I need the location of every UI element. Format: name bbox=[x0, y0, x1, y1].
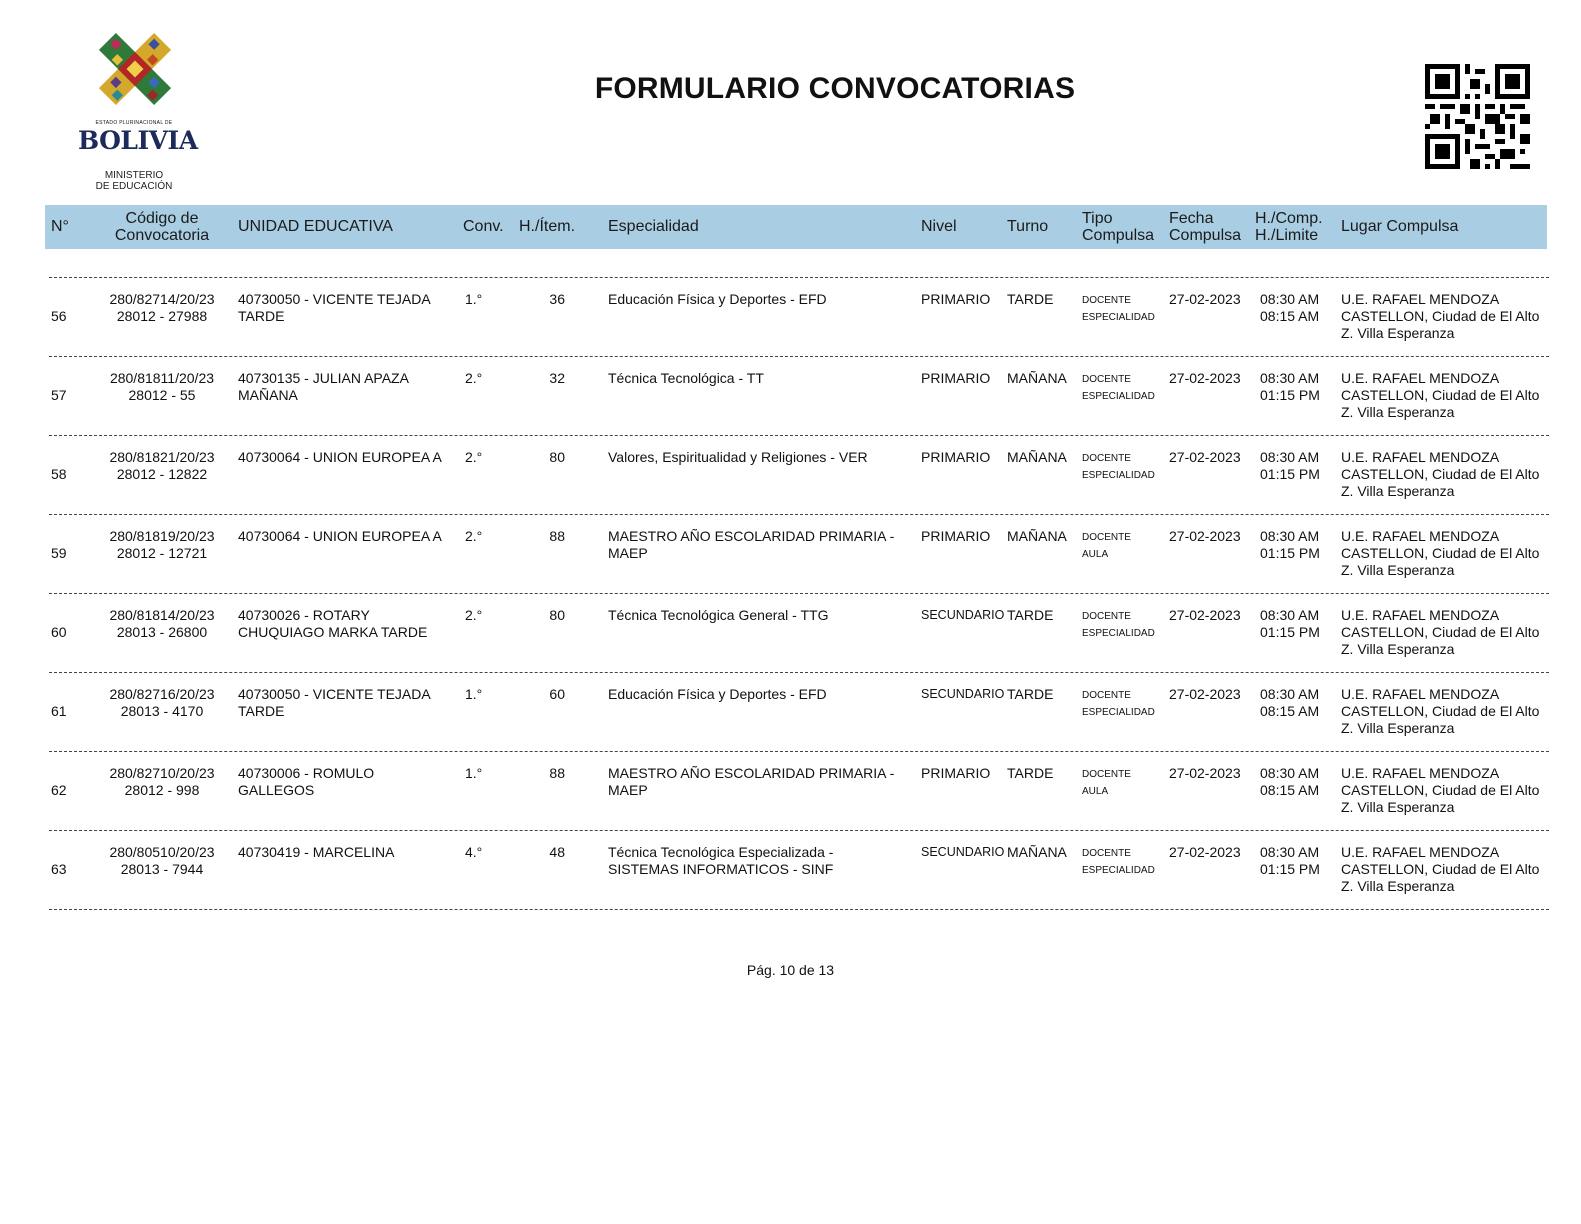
convocatoria-code bbox=[103, 528, 221, 562]
row-number: 61 bbox=[51, 703, 67, 719]
lugar-compulsa-line1: U.E. RAFAEL MENDOZA bbox=[1341, 686, 1500, 702]
convocatoria-number: 2.° bbox=[465, 370, 483, 386]
nivel: SECUNDARIO bbox=[921, 687, 1005, 701]
lugar-compulsa-line2: CASTELLON, Ciudad de El Alto bbox=[1341, 466, 1540, 482]
col-hcomp-line2: H./Limite bbox=[1255, 227, 1319, 244]
especialidad: Técnica Tecnológica Especializada - SISTEMAS INFORMATICOS - SINF bbox=[608, 844, 834, 877]
col-hcomp-line1: H./Comp. bbox=[1255, 210, 1323, 227]
row-number: 63 bbox=[51, 861, 67, 877]
tipo-compulsa-line1: DOCENTE bbox=[1082, 295, 1131, 306]
tipo-compulsa bbox=[1082, 845, 1155, 879]
convocatoria-number: 2.° bbox=[465, 528, 483, 544]
lugar-compulsa-line2: CASTELLON, Ciudad de El Alto bbox=[1341, 624, 1540, 640]
row-number: 56 bbox=[51, 308, 67, 324]
row-number: 58 bbox=[51, 466, 67, 482]
col-fecha bbox=[1169, 210, 1241, 244]
convocatoria-code-line2: 28012 - 27988 bbox=[116, 308, 208, 324]
hora-limite: 01:15 PM bbox=[1260, 624, 1320, 640]
lugar-compulsa-line1: U.E. RAFAEL MENDOZA bbox=[1341, 528, 1500, 544]
hora-limite: 01:15 PM bbox=[1260, 387, 1320, 403]
nivel: PRIMARIO bbox=[921, 291, 991, 307]
unidad-educativa: 40730135 - JULIAN APAZA MAÑANA bbox=[238, 370, 409, 403]
col-lugar: Lugar Compulsa bbox=[1341, 218, 1459, 235]
convocatoria-code bbox=[103, 844, 221, 878]
tipo-compulsa-line2: AULA bbox=[1082, 786, 1109, 797]
nivel: PRIMARIO bbox=[921, 765, 991, 781]
convocatoria-code-line2: 28013 - 4170 bbox=[120, 703, 204, 719]
horas-item: 36 bbox=[549, 291, 565, 307]
hora-compulsa bbox=[1260, 291, 1319, 325]
especialidad: MAESTRO AÑO ESCOLARIDAD PRIMARIA - MAEP bbox=[608, 528, 895, 561]
col-tipo-line1: Tipo bbox=[1082, 210, 1113, 227]
unidad-educativa: 40730050 - VICENTE TEJADA TARDE bbox=[238, 686, 430, 719]
hora-compulsa bbox=[1260, 686, 1319, 720]
convocatoria-code bbox=[103, 449, 221, 483]
tipo-compulsa bbox=[1082, 292, 1155, 326]
convocatoria-code bbox=[103, 686, 221, 720]
convocatoria-code-line2: 28013 - 7944 bbox=[120, 861, 204, 877]
row-number: 62 bbox=[51, 782, 67, 798]
unidad-educativa: 40730026 - ROTARY CHUQUIAGO MARKA TARDE bbox=[238, 607, 428, 640]
convocatoria-number: 1.° bbox=[465, 291, 483, 307]
table-row bbox=[45, 593, 1547, 672]
convocatoria-code bbox=[103, 370, 221, 404]
hora-compulsa-start: 08:30 AM bbox=[1260, 291, 1320, 307]
hora-compulsa bbox=[1260, 370, 1320, 404]
lugar-compulsa bbox=[1341, 607, 1539, 658]
lugar-compulsa-line1: U.E. RAFAEL MENDOZA bbox=[1341, 291, 1500, 307]
convocatoria-code-line2: 28012 - 55 bbox=[128, 387, 196, 403]
lugar-compulsa-line3: Z. Villa Esperanza bbox=[1341, 562, 1455, 578]
lugar-compulsa-line3: Z. Villa Esperanza bbox=[1341, 641, 1455, 657]
convocatoria-code-line1: 280/82716/20/23 bbox=[109, 686, 215, 702]
unidad-educativa: 40730006 - ROMULO GALLEGOS bbox=[238, 765, 375, 798]
logo-ministry-text bbox=[78, 170, 190, 192]
logo-ministry-line2: DE EDUCACIÓN bbox=[95, 181, 173, 192]
horas-item: 60 bbox=[549, 686, 565, 702]
lugar-compulsa-line2: CASTELLON, Ciudad de El Alto bbox=[1341, 703, 1540, 719]
tipo-compulsa bbox=[1082, 766, 1131, 800]
tipo-compulsa bbox=[1082, 608, 1155, 642]
tipo-compulsa-line1: DOCENTE bbox=[1082, 690, 1131, 701]
turno: TARDE bbox=[1007, 765, 1054, 781]
tipo-compulsa-line1: DOCENTE bbox=[1082, 611, 1131, 622]
lugar-compulsa bbox=[1341, 686, 1539, 737]
turno: TARDE bbox=[1007, 291, 1054, 307]
col-hcomp bbox=[1255, 210, 1323, 244]
col-codigo-line2: Convocatoria bbox=[114, 227, 210, 244]
convocatoria-code-line1: 280/82710/20/23 bbox=[109, 765, 215, 781]
lugar-compulsa bbox=[1341, 291, 1539, 342]
tipo-compulsa-line2: ESPECIALIDAD bbox=[1082, 470, 1155, 481]
lugar-compulsa-line3: Z. Villa Esperanza bbox=[1341, 720, 1455, 736]
lugar-compulsa bbox=[1341, 449, 1539, 500]
tipo-compulsa-line1: DOCENTE bbox=[1082, 848, 1131, 859]
tipo-compulsa-line1: DOCENTE bbox=[1082, 453, 1131, 464]
col-fecha-line1: Fecha bbox=[1169, 210, 1214, 227]
qr-code-icon bbox=[1425, 64, 1530, 169]
table-row bbox=[45, 672, 1547, 751]
convocatoria-code-line1: 280/80510/20/23 bbox=[109, 844, 215, 860]
tipo-compulsa-line2: ESPECIALIDAD bbox=[1082, 312, 1155, 323]
tipo-compulsa bbox=[1082, 371, 1155, 405]
convocatoria-number: 1.° bbox=[465, 765, 483, 781]
col-codigo bbox=[103, 210, 221, 244]
tipo-compulsa-line1: DOCENTE bbox=[1082, 374, 1131, 385]
fecha-compulsa: 27-02-2023 bbox=[1169, 370, 1241, 386]
tipo-compulsa bbox=[1082, 529, 1131, 563]
lugar-compulsa-line2: CASTELLON, Ciudad de El Alto bbox=[1341, 387, 1540, 403]
horas-item: 88 bbox=[549, 528, 565, 544]
lugar-compulsa bbox=[1341, 370, 1539, 421]
lugar-compulsa-line1: U.E. RAFAEL MENDOZA bbox=[1341, 765, 1500, 781]
col-especialidad: Especialidad bbox=[608, 218, 699, 235]
lugar-compulsa-line3: Z. Villa Esperanza bbox=[1341, 878, 1455, 894]
row-number: 59 bbox=[51, 545, 67, 561]
fecha-compulsa: 27-02-2023 bbox=[1169, 291, 1241, 307]
hora-compulsa bbox=[1260, 607, 1320, 641]
turno: TARDE bbox=[1007, 607, 1054, 623]
lugar-compulsa bbox=[1341, 765, 1539, 816]
horas-item: 80 bbox=[549, 449, 565, 465]
table-row bbox=[45, 435, 1547, 514]
convocatoria-code-line1: 280/81811/20/23 bbox=[109, 370, 215, 386]
convocatoria-code-line1: 280/82714/20/23 bbox=[109, 291, 215, 307]
col-horas: H./Ítem. bbox=[519, 218, 576, 235]
page-number: Pág. 10 de 13 bbox=[746, 962, 835, 978]
convocatoria-number: 2.° bbox=[465, 449, 483, 465]
especialidad: Técnica Tecnológica - TT bbox=[608, 370, 764, 386]
tipo-compulsa bbox=[1082, 450, 1155, 484]
fecha-compulsa: 27-02-2023 bbox=[1169, 844, 1241, 860]
lugar-compulsa-line3: Z. Villa Esperanza bbox=[1341, 404, 1455, 420]
row-number: 57 bbox=[51, 387, 67, 403]
nivel: SECUNDARIO bbox=[921, 845, 1005, 859]
bolivia-ministry-logo bbox=[78, 26, 198, 196]
table-row bbox=[45, 277, 1547, 356]
lugar-compulsa bbox=[1341, 528, 1539, 579]
turno: MAÑANA bbox=[1007, 449, 1067, 465]
hora-limite: 01:15 PM bbox=[1260, 466, 1320, 482]
fecha-compulsa: 27-02-2023 bbox=[1169, 607, 1241, 623]
logo-ministry-line1: MINISTERIO bbox=[104, 170, 164, 181]
tipo-compulsa bbox=[1082, 687, 1155, 721]
nivel: PRIMARIO bbox=[921, 449, 991, 465]
tipo-compulsa-line2: ESPECIALIDAD bbox=[1082, 865, 1155, 876]
fecha-compulsa: 27-02-2023 bbox=[1169, 449, 1241, 465]
hora-compulsa-start: 08:30 AM bbox=[1260, 449, 1320, 465]
horas-item: 80 bbox=[549, 607, 565, 623]
table-row bbox=[45, 356, 1547, 435]
lugar-compulsa bbox=[1341, 844, 1539, 895]
col-num: N° bbox=[51, 218, 69, 235]
hora-limite: 08:15 AM bbox=[1260, 308, 1320, 324]
especialidad: Educación Física y Deportes - EFD bbox=[608, 291, 827, 307]
col-tipo-line2: Compulsa bbox=[1082, 227, 1155, 244]
hora-compulsa-start: 08:30 AM bbox=[1260, 686, 1320, 702]
horas-item: 48 bbox=[549, 844, 565, 860]
col-tipo bbox=[1082, 210, 1154, 244]
lugar-compulsa-line1: U.E. RAFAEL MENDOZA bbox=[1341, 607, 1500, 623]
nivel: SECUNDARIO bbox=[921, 608, 1005, 622]
especialidad: Educación Física y Deportes - EFD bbox=[608, 686, 827, 702]
lugar-compulsa-line3: Z. Villa Esperanza bbox=[1341, 483, 1455, 499]
row-number: 60 bbox=[51, 624, 67, 640]
especialidad: Valores, Espiritualidad y Religiones - VER bbox=[608, 449, 868, 465]
tipo-compulsa-line2: AULA bbox=[1082, 549, 1109, 560]
hora-limite: 08:15 AM bbox=[1260, 703, 1320, 719]
convocatoria-code bbox=[103, 765, 221, 799]
page-title: FORMULARIO CONVOCATORIAS bbox=[594, 72, 1076, 105]
lugar-compulsa-line2: CASTELLON, Ciudad de El Alto bbox=[1341, 861, 1540, 877]
tipo-compulsa-line1: DOCENTE bbox=[1082, 769, 1131, 780]
hora-compulsa bbox=[1260, 528, 1320, 562]
nivel: PRIMARIO bbox=[921, 528, 991, 544]
convocatoria-number: 2.° bbox=[465, 607, 483, 623]
hora-compulsa-start: 08:30 AM bbox=[1260, 370, 1320, 386]
turno: MAÑANA bbox=[1007, 844, 1067, 860]
col-fecha-line2: Compulsa bbox=[1169, 227, 1242, 244]
lugar-compulsa-line1: U.E. RAFAEL MENDOZA bbox=[1341, 844, 1500, 860]
convocatoria-code bbox=[103, 291, 221, 325]
col-unidad: UNIDAD EDUCATIVA bbox=[238, 218, 393, 235]
lugar-compulsa-line1: U.E. RAFAEL MENDOZA bbox=[1341, 449, 1500, 465]
hora-compulsa bbox=[1260, 449, 1320, 483]
lugar-compulsa-line2: CASTELLON, Ciudad de El Alto bbox=[1341, 782, 1540, 798]
convocatoria-number: 1.° bbox=[465, 686, 483, 702]
horas-item: 32 bbox=[549, 370, 565, 386]
convocatoria-code-line1: 280/81814/20/23 bbox=[109, 607, 215, 623]
convocatoria-code bbox=[103, 607, 221, 641]
especialidad: Técnica Tecnológica General - TTG bbox=[608, 607, 829, 623]
tipo-compulsa-line2: ESPECIALIDAD bbox=[1082, 628, 1155, 639]
lugar-compulsa-line3: Z. Villa Esperanza bbox=[1341, 325, 1455, 341]
col-conv: Conv. bbox=[463, 218, 504, 235]
col-nivel: Nivel bbox=[921, 218, 957, 235]
col-turno: Turno bbox=[1007, 218, 1049, 235]
hora-limite: 01:15 PM bbox=[1260, 861, 1320, 877]
hora-compulsa-start: 08:30 AM bbox=[1260, 765, 1320, 781]
hora-compulsa bbox=[1260, 765, 1319, 799]
tipo-compulsa-line2: ESPECIALIDAD bbox=[1082, 707, 1155, 718]
unidad-educativa: 40730050 - VICENTE TEJADA TARDE bbox=[238, 291, 430, 324]
convocatoria-code-line2: 28012 - 998 bbox=[124, 782, 200, 798]
table-row bbox=[45, 514, 1547, 593]
fecha-compulsa: 27-02-2023 bbox=[1169, 686, 1241, 702]
horas-item: 88 bbox=[549, 765, 565, 781]
hora-compulsa bbox=[1260, 844, 1320, 878]
col-codigo-line1: Código de bbox=[125, 210, 199, 227]
especialidad: MAESTRO AÑO ESCOLARIDAD PRIMARIA - MAEP bbox=[608, 765, 895, 798]
turno: TARDE bbox=[1007, 686, 1054, 702]
hora-compulsa-start: 08:30 AM bbox=[1260, 607, 1320, 623]
hora-limite: 08:15 AM bbox=[1260, 782, 1320, 798]
unidad-educativa: 40730419 - MARCELINA bbox=[238, 844, 395, 860]
tipo-compulsa-line1: DOCENTE bbox=[1082, 532, 1131, 543]
convocatoria-code-line2: 28013 - 26800 bbox=[116, 624, 208, 640]
convocatoria-number: 4.° bbox=[465, 844, 483, 860]
logo-bolivia-text: BOLIVIA bbox=[78, 126, 198, 155]
turno: MAÑANA bbox=[1007, 370, 1067, 386]
turno: MAÑANA bbox=[1007, 528, 1067, 544]
tipo-compulsa-line2: ESPECIALIDAD bbox=[1082, 391, 1155, 402]
hora-compulsa-start: 08:30 AM bbox=[1260, 844, 1320, 860]
hora-compulsa-start: 08:30 AM bbox=[1260, 528, 1320, 544]
lugar-compulsa-line2: CASTELLON, Ciudad de El Alto bbox=[1341, 308, 1540, 324]
lugar-compulsa-line2: CASTELLON, Ciudad de El Alto bbox=[1341, 545, 1540, 561]
lugar-compulsa-line3: Z. Villa Esperanza bbox=[1341, 799, 1455, 815]
convocatoria-code-line1: 280/81821/20/23 bbox=[109, 449, 215, 465]
convocatoria-code-line2: 28012 - 12721 bbox=[116, 545, 208, 561]
hora-limite: 01:15 PM bbox=[1260, 545, 1320, 561]
row-separator bbox=[49, 909, 1549, 910]
unidad-educativa: 40730064 - UNION EUROPEA A bbox=[238, 449, 442, 465]
lugar-compulsa-line1: U.E. RAFAEL MENDOZA bbox=[1341, 370, 1500, 386]
table-row bbox=[45, 751, 1547, 830]
nivel: PRIMARIO bbox=[921, 370, 991, 386]
table-row bbox=[45, 830, 1547, 909]
fecha-compulsa: 27-02-2023 bbox=[1169, 765, 1241, 781]
convocatoria-code-line1: 280/81819/20/23 bbox=[109, 528, 215, 544]
convocatoria-code-line2: 28012 - 12822 bbox=[116, 466, 208, 482]
unidad-educativa: 40730064 - UNION EUROPEA A bbox=[238, 528, 442, 544]
logo-state-text: ESTADO PLURINACIONAL DE bbox=[95, 120, 173, 126]
table-header bbox=[45, 205, 1547, 249]
fecha-compulsa: 27-02-2023 bbox=[1169, 528, 1241, 544]
